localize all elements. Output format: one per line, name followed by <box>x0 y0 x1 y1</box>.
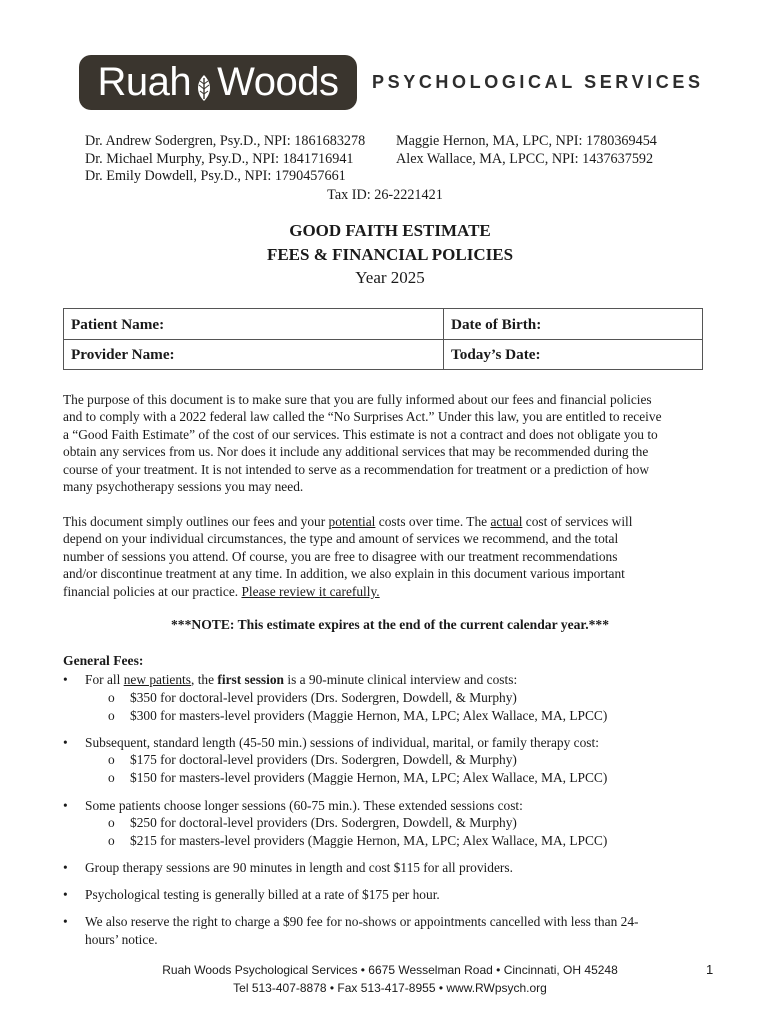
fee-sub-item <box>108 707 607 724</box>
fee-text: $350 for doctoral-level providers (Drs. Sodergren, Dowdell, & Murphy) <box>130 690 517 705</box>
patient-info-table <box>63 308 703 370</box>
review-carefully-emphasis: Please review it carefully. <box>241 583 380 599</box>
fee-text: $300 for masters-level providers (Maggie Hernon, MA, LPC; Alex Wallace, MA, LPCC) <box>130 708 608 723</box>
provider-line: Dr. Emily Dowdell, Psy.D., NPI: 1790457661 <box>85 168 346 184</box>
bullet-text: Some patients choose longer sessions (60-75 min.). These extended sessions cost: <box>85 798 523 813</box>
bullet-text: Subsequent, standard length (45-50 min.) sessions of individual, marital, or family therapy cost: <box>85 735 599 750</box>
expiration-note: ***NOTE: This estimate expires at the end of the current calendar year.*** <box>171 617 609 632</box>
first-session-emphasis: first session <box>217 672 284 687</box>
provider-name-field[interactable]: Provider Name: <box>71 346 175 363</box>
bullet-icon: • <box>63 887 68 902</box>
document-title: GOOD FAITH ESTIMATE <box>289 221 491 240</box>
sub-bullet-icon: o <box>108 815 115 830</box>
paragraph-line <box>63 513 723 530</box>
paragraph-line: and/or discontinue treatment at any time. In addition, we also explain in this document various important <box>63 566 625 582</box>
footer-address: Ruah Woods Psychological Services • 6675 Wesselman Road • Cincinnati, OH 45248 <box>162 963 618 977</box>
fee-sub-item <box>108 769 607 786</box>
fee-sub-item <box>108 814 517 831</box>
fee-text: $175 for doctoral-level providers (Drs. Sodergren, Dowdell, & Murphy) <box>130 752 517 767</box>
bullet-icon: • <box>63 798 68 813</box>
sub-bullet-icon: o <box>108 752 115 767</box>
text-run: This document simply outlines our fees and your <box>63 514 329 529</box>
provider-list-left <box>85 133 365 186</box>
bullet-icon: • <box>63 672 68 687</box>
bullet-text: Group therapy sessions are 90 minutes in length and cost $115 for all providers. <box>85 860 513 875</box>
emphasis-potential: potential <box>328 514 376 529</box>
text-run: is a 90-minute clinical interview and costs: <box>284 672 518 687</box>
emphasis-actual: actual <box>490 514 523 529</box>
fee-sub-item <box>108 751 517 768</box>
sub-bullet-icon: o <box>108 690 115 705</box>
paragraph-line: number of sessions you attend. Of course, you are free to disagree with our treatment recommendations <box>63 548 618 564</box>
paragraph-line <box>63 583 723 600</box>
text-run: costs over time. The <box>375 514 491 529</box>
new-patients-emphasis: new patients <box>123 672 191 687</box>
logo-tagline: PSYCHOLOGICAL SERVICES <box>372 72 704 92</box>
logo-text-right: Woods <box>217 60 339 104</box>
bullet-text: We also reserve the right to charge a $90 fee for no-shows or appointments cancelled with less than 24- <box>85 914 639 929</box>
text-run: For all <box>85 672 124 687</box>
paragraph-line: many psychotherapy sessions you may need. <box>63 479 304 495</box>
fee-text: $215 for masters-level providers (Maggie Hernon, MA, LPC; Alex Wallace, MA, LPCC) <box>130 833 608 848</box>
tax-id: Tax ID: 26-2221421 <box>327 187 443 203</box>
fee-text: $150 for masters-level providers (Maggie Hernon, MA, LPC; Alex Wallace, MA, LPCC) <box>130 770 608 785</box>
fee-sub-item <box>108 689 517 706</box>
page-number: 1 <box>706 962 714 977</box>
intro-paragraph <box>63 391 723 495</box>
paragraph-line: depend on your individual circumstances, the type and amount of services we recommend, and the total <box>63 531 619 547</box>
paragraph-line: course of your treatment. It is not intended to serve as a recommendation for treatment or a prediction of how <box>63 461 650 477</box>
logo-text-left: Ruah <box>97 60 192 104</box>
text-run: cost of services will <box>522 514 633 529</box>
paragraph-line: and to comply with a 2022 federal law called the “No Surprises Act.” Under this law, you are entitled to receive <box>63 409 662 425</box>
logo <box>79 55 357 110</box>
paragraph-line: obtain any services from us. Nor does it include any additional services that may be recommended during the <box>63 444 649 460</box>
bullet-icon: • <box>63 735 68 750</box>
text-run: , the <box>191 672 218 687</box>
provider-line: Maggie Hernon, MA, LPC, NPI: 1780369454 <box>396 133 657 149</box>
outline-paragraph <box>63 513 723 600</box>
bullet-text: Psychological testing is generally billed at a rate of $175 per hour. <box>85 887 440 902</box>
paragraph-line: a “Good Faith Estimate” of the cost of our services. This estimate is not a contract and does not obligate you to <box>63 426 658 442</box>
text-run: financial policies at our practice. <box>63 583 242 599</box>
sub-bullet-icon: o <box>108 770 115 785</box>
general-fees-heading: General Fees: <box>63 653 144 668</box>
footer-contact: Tel 513-407-8878 • Fax 513-417-8955 • www.RWpsych.org <box>233 981 547 995</box>
bullet-icon: • <box>63 914 68 929</box>
bullet-text: hours’ notice. <box>85 932 158 947</box>
sub-bullet-icon: o <box>108 708 115 723</box>
fee-sub-item <box>108 832 607 849</box>
patient-name-field[interactable]: Patient Name: <box>71 316 165 333</box>
date-of-birth-field[interactable]: Date of Birth: <box>451 316 542 333</box>
paragraph-line: The purpose of this document is to make sure that you are fully informed about our fees and financial policies <box>63 392 652 407</box>
provider-list-right <box>396 133 657 168</box>
sub-bullet-icon: o <box>108 833 115 848</box>
todays-date-field[interactable]: Today’s Date: <box>451 346 541 363</box>
provider-line: Dr. Michael Murphy, Psy.D., NPI: 1841716941 <box>85 150 354 167</box>
fee-text: $250 for doctoral-level providers (Drs. Sodergren, Dowdell, & Murphy) <box>130 815 517 830</box>
bullet-icon: • <box>63 860 68 875</box>
document-subtitle: FEES & FINANCIAL POLICIES <box>266 245 514 264</box>
provider-line: Dr. Andrew Sodergren, Psy.D., NPI: 1861683278 <box>85 133 366 149</box>
bullet-text <box>85 671 517 688</box>
provider-line: Alex Wallace, MA, LPCC, NPI: 1437637592 <box>396 150 654 167</box>
leaf-icon <box>194 68 214 98</box>
document-year: Year 2025 <box>355 268 425 287</box>
